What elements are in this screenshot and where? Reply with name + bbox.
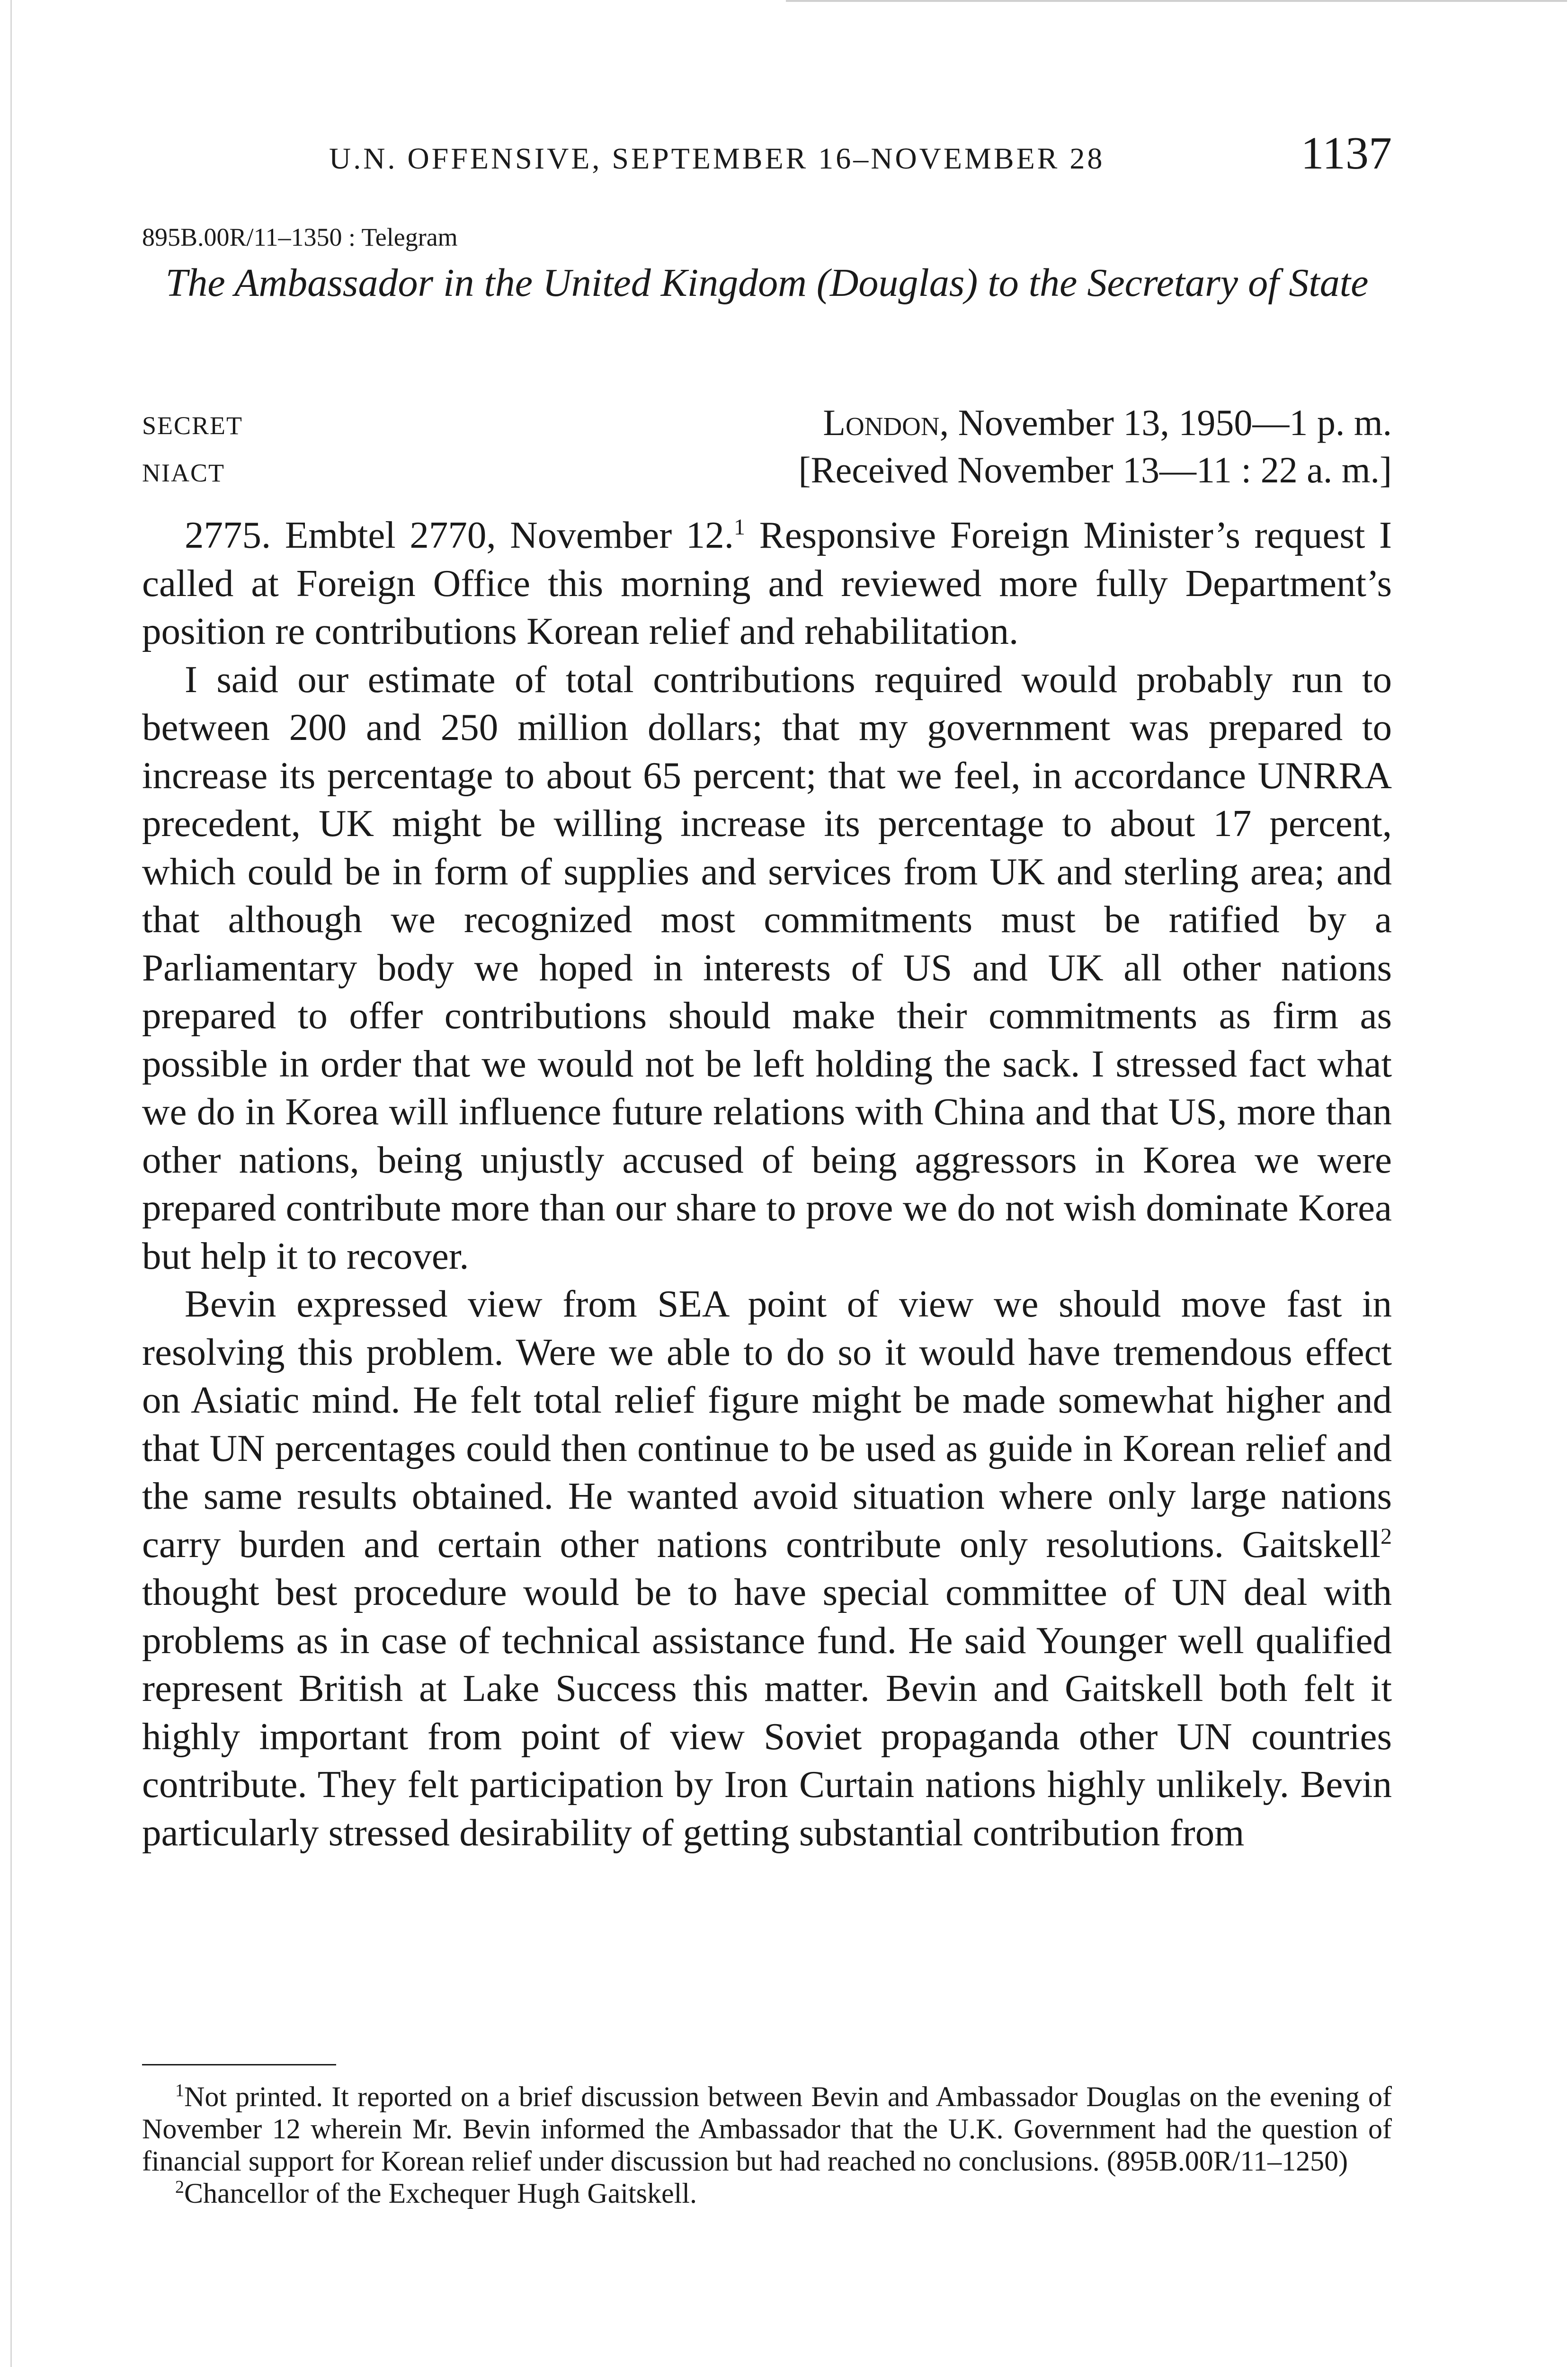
footnotes bbox=[142, 2081, 1392, 2209]
document-title: The Ambassador in the United Kingdom (Douglas) to the Secretary of State bbox=[165, 261, 1369, 305]
dateline bbox=[823, 401, 1392, 444]
telegram-body bbox=[142, 511, 1392, 1857]
footnote-marker: 2 bbox=[175, 2177, 184, 2197]
page-number: 1137 bbox=[1301, 128, 1392, 179]
received-line: [Received November 13—11 : 22 a. m.] bbox=[798, 449, 1392, 490]
footnote-ref-1[interactable]: 1 bbox=[734, 515, 746, 540]
body-paragraph: I said our estimate of total contributions required would probably run to between 200 and 250 million dollars; that my government was prepared to increase its percentage to about 65 percent; that we feel, in accordance UNRRA precedent, UK might be willing increase its percentage to about 17 percent, which could be in form of supplies and services from UK and sterling area; and that although we recognized most commitments must be ratified by a Parliamentary body we hoped in interests of US and UK all other nations prepared to offer contributions should make their commitments as firm as possible in order that we would not be left holding the sack. I stressed fact what we do in Korea will influence future relations with China and that US, more than other nations, being unjustly accused of being aggressors in Korea we were prepared contribute more than our share to prove we do not wish dominate Korea but help it to recover. bbox=[142, 658, 1392, 1277]
footnote-divider bbox=[142, 2064, 336, 2065]
body-paragraph: Bevin expressed view from SEA point of view we should move fast in resolving this problem. Were we able to do so it would have tremendous effect on Asiatic mind. He felt total relief figure might be made somewhat higher and that UN percentages could then continue to be used as guide in Korean relief and the same results obtained. He wanted avoid situation where only large nations carry burden and certain other nations contribute only resolutions. Gaitskell$^2$ thought best procedure would be to have special committee of UN deal with problems as in case of technical assistance fund. He said Younger well qualified represent British at Lake Success this matter. Bevin and Gaitskell both felt it highly important from point of view Soviet propaganda other UN countries contribute. They felt participation by Iron Curtain nations highly unlikely. Bevin particularly stressed desirability of getting substantial contribution from bbox=[142, 1282, 1392, 1854]
footnote-ref-2[interactable]: 2 bbox=[1381, 1523, 1392, 1549]
running-head: U.N. OFFENSIVE, SEPTEMBER 16–NOVEMBER 28 bbox=[329, 142, 1105, 175]
precedence-label: NIACT bbox=[142, 459, 225, 487]
dateline-date: November 13, 1950—1 p. m. bbox=[949, 402, 1392, 443]
footnote-marker: 1 bbox=[175, 2081, 184, 2100]
body-paragraph: 2775. Embtel 2770, November 12.$^1$ Responsive Foreign Minister’s request I called at Foreign Office this morning and reviewed more fully Department’s position re contributions Korean relief and rehabilitation. bbox=[142, 514, 1392, 652]
footnote bbox=[142, 2177, 1392, 2209]
dateline-place: London, bbox=[823, 402, 949, 443]
scan-top-edge bbox=[786, 0, 1567, 2]
file-reference: 895B.00R/11–1350 : Telegram bbox=[142, 223, 458, 251]
footnote bbox=[142, 2081, 1392, 2177]
classification-label: SECRET bbox=[142, 411, 243, 440]
footnote-text: Chancellor of the Exchequer Hugh Gaitskell. bbox=[184, 2178, 697, 2209]
scan-margin-line bbox=[10, 0, 12, 2367]
footnote-text: Not printed. It reported on a brief discussion between Bevin and Ambassador Douglas on the evening of November 12 wherein Mr. Bevin informed the Ambassador that the U.K. Government had the question of financial support for Korean relief under discussion but had reached no conclusions. (895B.00R/11–1250) bbox=[142, 2081, 1392, 2177]
page-header bbox=[142, 127, 1392, 184]
